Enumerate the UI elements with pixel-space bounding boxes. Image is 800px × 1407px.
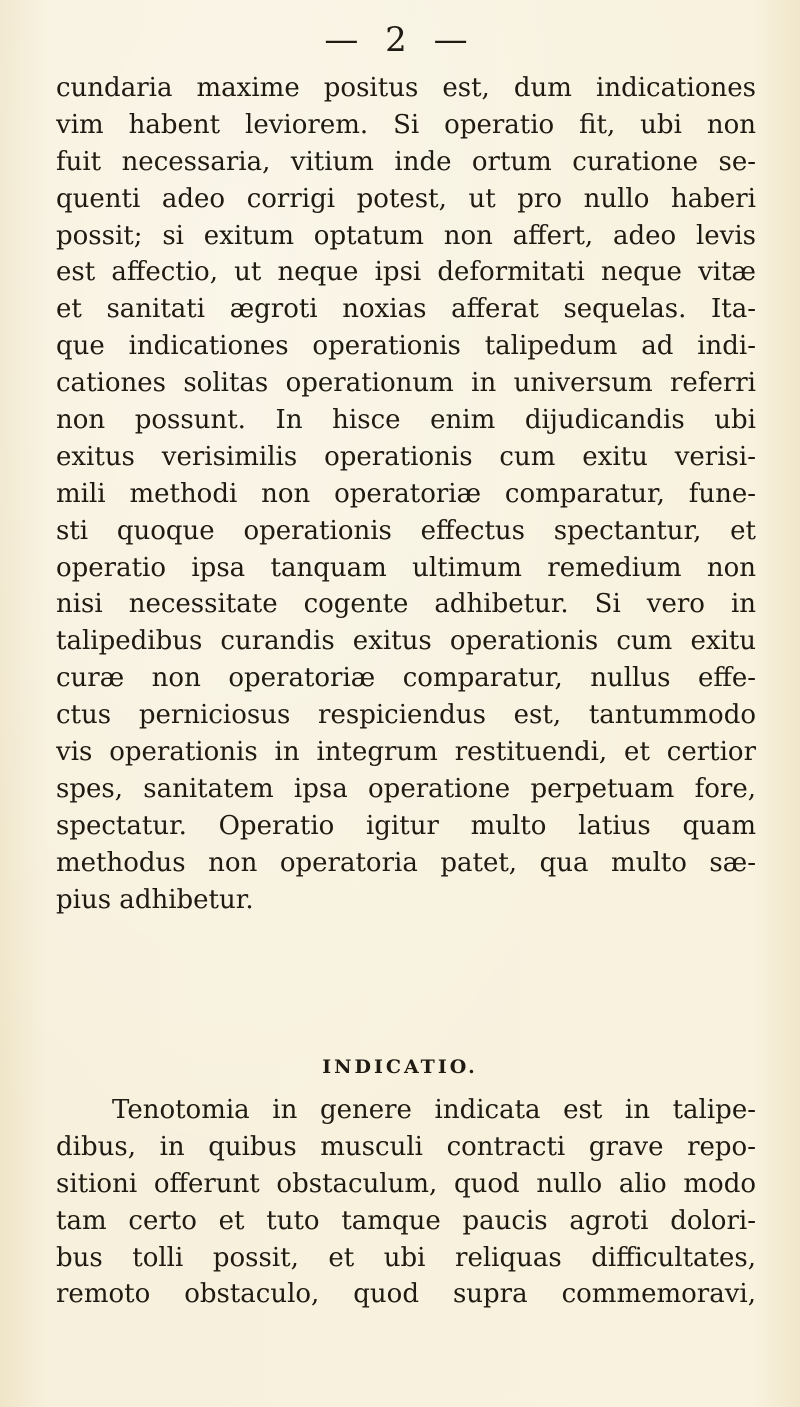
text-line: vis operationis in integrum restituendi, et certior bbox=[56, 737, 756, 768]
text-line: pius adhibetur. bbox=[56, 884, 254, 915]
text-line: tam certo et tuto tamque paucis agroti dolori- bbox=[56, 1205, 756, 1236]
text-line: bus tolli possit, et ubi reliquas difficultates, bbox=[56, 1242, 756, 1273]
text-line: curæ non operatoriæ comparatur, nullus effe- bbox=[56, 663, 756, 694]
text-line: possit; si exitum optatum non affert, adeo levis bbox=[56, 220, 756, 251]
text-line: non possunt. In hisce enim dijudicandis ubi bbox=[56, 405, 756, 436]
text-line: et sanitati ægroti noxias afferat sequelas. Ita- bbox=[56, 294, 756, 325]
text-line: nisi necessitate cogente adhibetur. Si vero in bbox=[56, 589, 756, 620]
text-line: mili methodi non operatoriæ comparatur, fune- bbox=[56, 478, 756, 509]
text-line: remoto obstaculo, quod supra commemoravi, bbox=[56, 1279, 756, 1310]
text-line: spectatur. Operatio igitur multo latius quam bbox=[56, 810, 756, 841]
page-number: — 2 — bbox=[324, 20, 476, 60]
text-line: ctus perniciosus respiciendus est, tantummodo bbox=[56, 700, 756, 731]
text-line: est affectio, ut neque ipsi deformitati neque vitæ bbox=[56, 257, 756, 288]
text-line: spes, sanitatem ipsa operatione perpetuam fore, bbox=[56, 773, 756, 804]
text-line: sitioni offerunt obstaculum, quod nullo alio modo bbox=[56, 1168, 756, 1199]
text-line: talipedibus curandis exitus operationis cum exitu bbox=[56, 626, 756, 657]
text-line: sti quoque operationis effectus spectantur, et bbox=[56, 515, 756, 546]
text-line: vim habent leviorem. Si operatio fit, ubi non bbox=[56, 109, 756, 140]
text-line: operatio ipsa tanquam ultimum remedium non bbox=[56, 552, 756, 583]
text-line: methodus non operatoria patet, qua multo sæ- bbox=[56, 847, 756, 878]
text-line: exitus verisimilis operationis cum exitu verisi- bbox=[56, 441, 756, 472]
text-line: Tenotomia in genere indicata est in talipe- bbox=[112, 1095, 756, 1125]
text-line: dibus, in quibus musculi contracti grave repo- bbox=[56, 1131, 756, 1162]
text-line: cationes solitas operationum in universum referri bbox=[56, 368, 756, 399]
text-line: fuit necessaria, vitium inde ortum curatione se- bbox=[56, 146, 756, 177]
paragraph-1 bbox=[56, 70, 756, 918]
paragraph-2 bbox=[56, 1092, 756, 1313]
text-line: cundaria maxime positus est, dum indicationes bbox=[56, 73, 756, 103]
text-line: quenti adeo corrigi potest, ut pro nullo haberi bbox=[56, 183, 756, 214]
section-heading: INDICATIO. bbox=[322, 1056, 478, 1078]
text-line: que indicationes operationis talipedum ad indi- bbox=[56, 331, 756, 362]
